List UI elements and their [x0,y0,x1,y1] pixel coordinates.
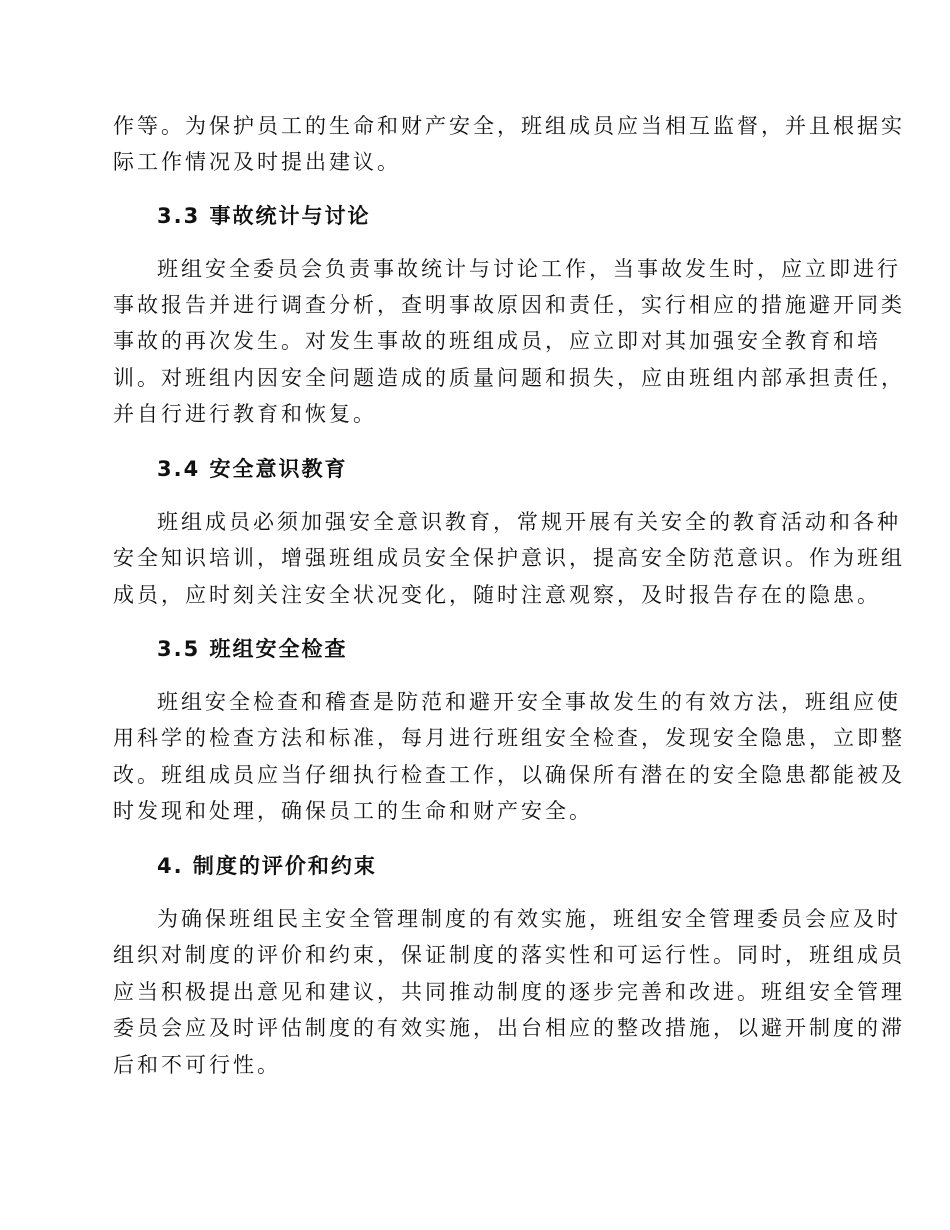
paragraph-line: 成员，应时刻关注安全状况变化，随时注意观察，及时报告存在的隐患。 [113,583,881,607]
paragraph-line: 组织对制度的评价和约束，保证制度的落实性和可运行性。同时，班组成员 [113,943,905,967]
paragraph-line: 事故的再次发生。对发生事故的班组成员，应立即对其加强安全教育和培 [113,329,881,353]
section-heading-3-3: 3.3 事故统计与讨论 [157,204,371,228]
paragraph-line: 际工作情况及时提出建议。 [113,150,401,174]
paragraph-line: 后和不可行性。 [113,1053,281,1077]
paragraph-line: 事故报告并进行调查分析，查明事故原因和责任，实行相应的措施避开同类 [113,293,905,317]
paragraph-line: 委员会应及时评估制度的有效实施，出台相应的整改措施，以避开制度的滞 [113,1016,905,1040]
paragraph-line: 作等。为保护员工的生命和财产安全，班组成员应当相互监督，并且根据实 [113,114,905,138]
paragraph-line: 应当积极提出意见和建议，共同推动制度的逐步完善和改进。班组安全管理 [113,980,905,1004]
paragraph-line: 班组成员必须加强安全意识教育，常规开展有关安全的教育活动和各种 [157,510,901,534]
section-heading-3-5: 3.5 班组安全检查 [157,637,348,661]
paragraph-line: 安全知识培训，增强班组成员安全保护意识，提高安全防范意识。作为班组 [113,546,905,570]
paragraph-line: 时发现和处理，确保员工的生命和财产安全。 [113,799,593,823]
section-heading-4: 4. 制度的评价和约束 [157,854,377,878]
paragraph-line: 为确保班组民主安全管理制度的有效实施，班组安全管理委员会应及时 [157,907,901,931]
paragraph-line: 并自行进行教育和恢复。 [113,402,377,426]
paragraph-line: 用科学的检查方法和标准，每月进行班组安全检查，发现安全隐患，立即整 [113,726,905,750]
paragraph-line: 训。对班组内因安全问题造成的质量问题和损失，应由班组内部承担责任， [113,366,905,390]
paragraph-line: 班组安全检查和稽查是防范和避开安全事故发生的有效方法，班组应使 [157,690,901,714]
section-heading-3-4: 3.4 安全意识教育 [157,457,348,481]
paragraph-line: 改。班组成员应当仔细执行检查工作，以确保所有潜在的安全隐患都能被及 [113,763,905,787]
paragraph-line: 班组安全委员会负责事故统计与讨论工作，当事故发生时，应立即进行 [157,257,901,281]
